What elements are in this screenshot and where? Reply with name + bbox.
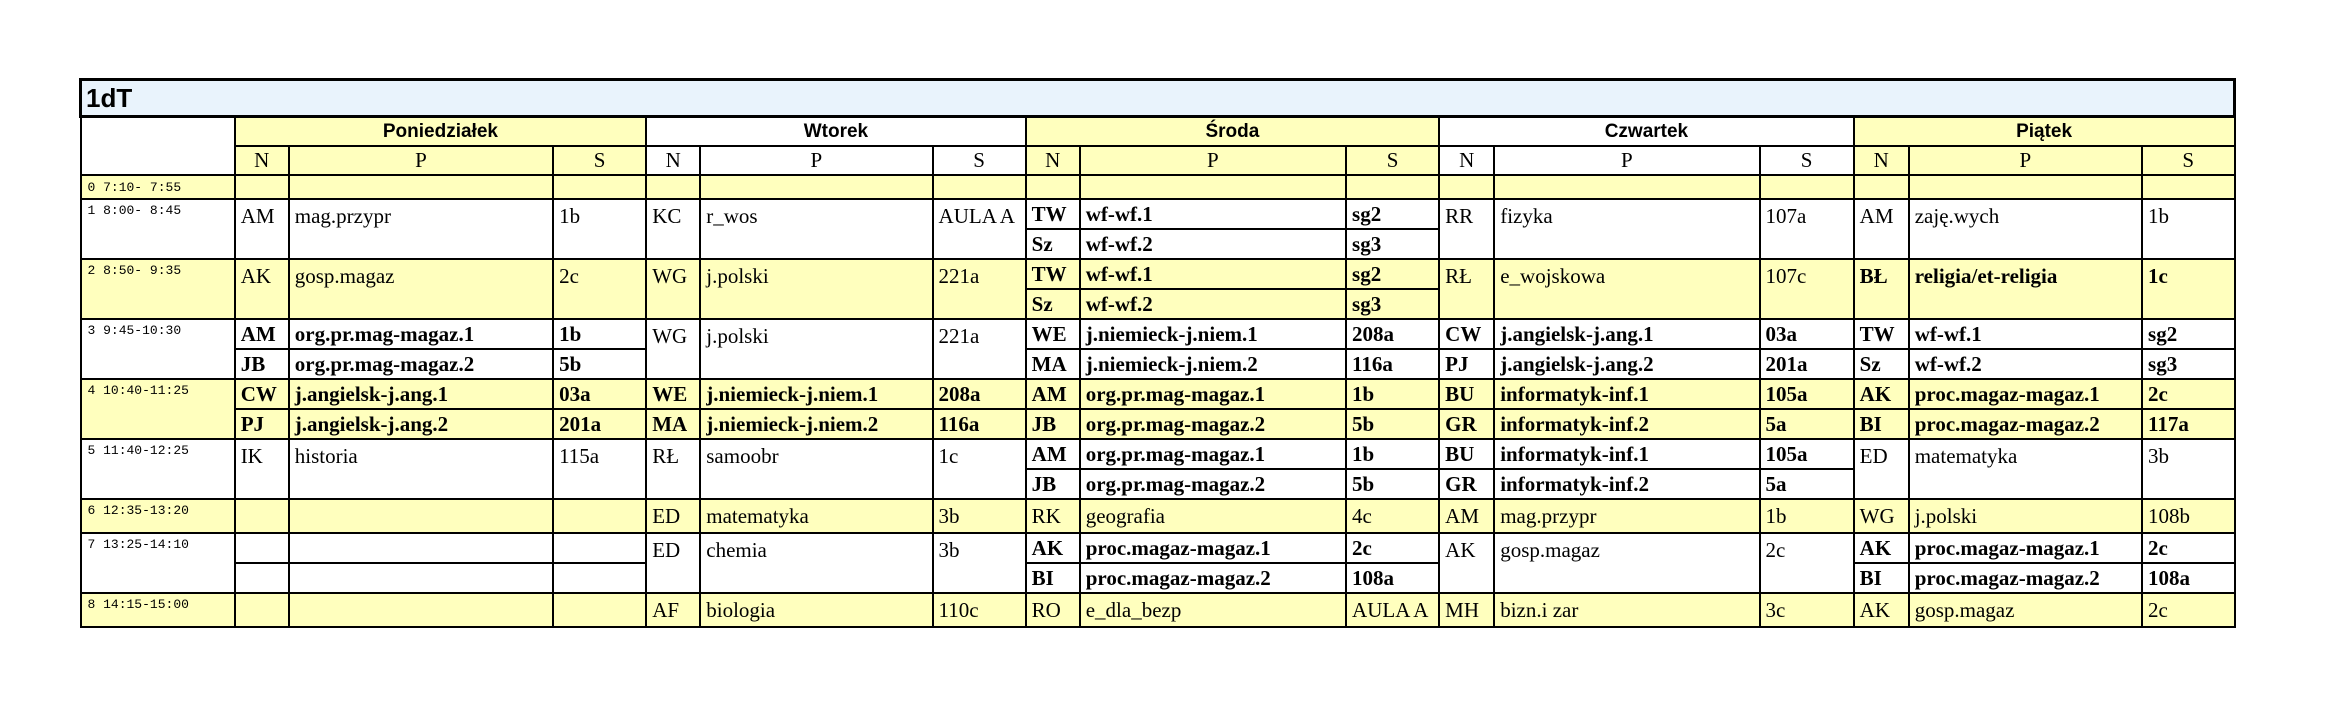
col-header-n-friday: N [1854, 146, 1909, 175]
lesson-p-friday: wf-wf.1 [1909, 319, 2142, 349]
lesson-p-wednesday: wf-wf.2 [1080, 289, 1346, 319]
hour-row [81, 319, 2235, 349]
col-header-s-thursday: S [1760, 146, 1854, 175]
lesson-n-friday: BI [1854, 563, 1909, 593]
lesson-n-friday: BŁ [1854, 259, 1909, 319]
lesson-n-monday [235, 499, 289, 533]
lesson-n-friday: ED [1854, 439, 1909, 499]
lesson-p-tuesday: chemia [700, 533, 932, 593]
lesson-n-monday: IK [235, 439, 289, 499]
lesson-s-friday: 1c [2142, 259, 2234, 319]
lesson-n-wednesday: JB [1026, 469, 1080, 499]
lesson-n-friday [1854, 175, 1909, 199]
lesson-n-tuesday: WE [646, 379, 700, 409]
lesson-s-wednesday: 116a [1346, 349, 1439, 379]
lesson-n-friday: BI [1854, 409, 1909, 439]
lesson-n-tuesday: MA [646, 409, 700, 439]
lesson-s-monday [553, 563, 646, 593]
lesson-p-wednesday: proc.magaz-magaz.1 [1080, 533, 1346, 563]
lesson-n-wednesday: WE [1026, 319, 1080, 349]
lesson-n-thursday: GR [1439, 469, 1494, 499]
lesson-s-monday: 115a [553, 439, 646, 499]
lesson-s-friday: 108b [2142, 499, 2234, 533]
lesson-n-tuesday: KC [646, 199, 700, 259]
hour-row [81, 593, 2235, 627]
lesson-p-monday: historia [289, 439, 553, 499]
lesson-p-wednesday: wf-wf.2 [1080, 229, 1346, 259]
lesson-p-tuesday: matematyka [700, 499, 932, 533]
lesson-p-friday: proc.magaz-magaz.2 [1909, 409, 2142, 439]
lesson-n-monday [235, 593, 289, 627]
lesson-p-tuesday: biologia [700, 593, 932, 627]
lesson-n-thursday: GR [1439, 409, 1494, 439]
lesson-p-wednesday: wf-wf.1 [1080, 259, 1346, 289]
lesson-p-friday: j.polski [1909, 499, 2142, 533]
lesson-s-friday: 3b [2142, 439, 2234, 499]
hour-label: 4 10:40-11:25 [81, 379, 235, 439]
col-header-n-tuesday: N [646, 146, 700, 175]
lesson-s-thursday [1760, 175, 1854, 199]
lesson-s-tuesday: 116a [933, 409, 1026, 439]
col-header-p-friday: P [1909, 146, 2142, 175]
day-header-thursday: Czwartek [1439, 117, 1854, 147]
hour-label: 5 11:40-12:25 [81, 439, 235, 499]
lesson-s-monday [553, 499, 646, 533]
lesson-p-thursday: informatyk-inf.1 [1494, 379, 1759, 409]
lesson-s-monday [553, 593, 646, 627]
lesson-n-monday: JB [235, 349, 289, 379]
lesson-p-monday [289, 563, 553, 593]
lesson-s-friday: 1b [2142, 199, 2234, 259]
lesson-s-wednesday: 108a [1346, 563, 1439, 593]
lesson-s-monday [553, 175, 646, 199]
lesson-n-wednesday: AM [1026, 439, 1080, 469]
timetable [79, 78, 2236, 628]
corner-cell [81, 117, 235, 176]
lesson-n-friday: Sz [1854, 349, 1909, 379]
lesson-p-thursday: e_wojskowa [1494, 259, 1759, 319]
lesson-s-monday: 5b [553, 349, 646, 379]
lesson-s-wednesday: 2c [1346, 533, 1439, 563]
lesson-s-thursday: 03a [1760, 319, 1854, 349]
col-header-p-tuesday: P [700, 146, 932, 175]
lesson-n-tuesday: AF [646, 593, 700, 627]
col-header-n-wednesday: N [1026, 146, 1080, 175]
lesson-s-wednesday: 5b [1346, 409, 1439, 439]
lesson-s-friday [2142, 175, 2234, 199]
lesson-n-wednesday: AM [1026, 379, 1080, 409]
hour-label: 2 8:50- 9:35 [81, 259, 235, 319]
lesson-s-friday: 117a [2142, 409, 2234, 439]
lesson-s-wednesday: AULA A [1346, 593, 1439, 627]
lesson-n-thursday: AK [1439, 533, 1494, 593]
lesson-s-tuesday: 3b [933, 533, 1026, 593]
lesson-n-thursday [1439, 175, 1494, 199]
lesson-n-thursday: AM [1439, 499, 1494, 533]
lesson-s-tuesday: 1c [933, 439, 1026, 499]
lesson-s-wednesday: 4c [1346, 499, 1439, 533]
lesson-p-tuesday: j.niemieck-j.niem.1 [700, 379, 932, 409]
class-title: 1dT [81, 80, 2235, 117]
lesson-s-friday: 108a [2142, 563, 2234, 593]
lesson-p-thursday: j.angielsk-j.ang.1 [1494, 319, 1759, 349]
lesson-p-thursday: bizn.i zar [1494, 593, 1759, 627]
lesson-n-monday: AK [235, 259, 289, 319]
lesson-s-wednesday: 5b [1346, 469, 1439, 499]
lesson-n-monday: CW [235, 379, 289, 409]
hour-row [81, 499, 2235, 533]
lesson-s-wednesday: sg3 [1346, 289, 1439, 319]
lesson-s-wednesday: 208a [1346, 319, 1439, 349]
lesson-n-monday: AM [235, 319, 289, 349]
lesson-n-friday: WG [1854, 499, 1909, 533]
hour-row [81, 533, 2235, 563]
lesson-s-monday: 1b [553, 319, 646, 349]
lesson-p-wednesday: org.pr.mag-magaz.2 [1080, 409, 1346, 439]
lesson-s-tuesday: 208a [933, 379, 1026, 409]
lesson-p-tuesday: r_wos [700, 199, 932, 259]
lesson-p-thursday: informatyk-inf.2 [1494, 469, 1759, 499]
lesson-p-wednesday: j.niemieck-j.niem.1 [1080, 319, 1346, 349]
lesson-p-friday: matematyka [1909, 439, 2142, 499]
lesson-s-thursday: 201a [1760, 349, 1854, 379]
col-header-p-thursday: P [1494, 146, 1759, 175]
lesson-p-monday [289, 175, 553, 199]
lesson-s-thursday: 1b [1760, 499, 1854, 533]
lesson-p-monday: j.angielsk-j.ang.2 [289, 409, 553, 439]
lesson-n-tuesday: WG [646, 319, 700, 379]
lesson-s-tuesday: AULA A [933, 199, 1026, 259]
day-header-monday: Poniedziałek [235, 117, 647, 147]
lesson-p-friday: zaję.wych [1909, 199, 2142, 259]
hour-row [81, 175, 2235, 199]
lesson-p-tuesday: j.niemieck-j.niem.2 [700, 409, 932, 439]
day-header-friday: Piątek [1854, 117, 2235, 147]
hour-row [81, 199, 2235, 229]
col-header-p-monday: P [289, 146, 553, 175]
lesson-s-monday: 1b [553, 199, 646, 259]
lesson-n-friday: AK [1854, 379, 1909, 409]
lesson-n-tuesday [646, 175, 700, 199]
hour-row [81, 379, 2235, 409]
lesson-n-thursday: CW [1439, 319, 1494, 349]
lesson-n-tuesday: RŁ [646, 439, 700, 499]
lesson-p-monday: j.angielsk-j.ang.1 [289, 379, 553, 409]
lesson-p-wednesday: j.niemieck-j.niem.2 [1080, 349, 1346, 379]
lesson-n-thursday: BU [1439, 439, 1494, 469]
lesson-p-wednesday: wf-wf.1 [1080, 199, 1346, 229]
lesson-s-monday: 03a [553, 379, 646, 409]
lesson-s-wednesday: sg2 [1346, 259, 1439, 289]
col-header-n-monday: N [235, 146, 289, 175]
lesson-n-thursday: PJ [1439, 349, 1494, 379]
lesson-n-tuesday: WG [646, 259, 700, 319]
lesson-s-friday: 2c [2142, 379, 2234, 409]
lesson-p-tuesday: j.polski [700, 259, 932, 319]
lesson-n-monday [235, 175, 289, 199]
lesson-p-wednesday: proc.magaz-magaz.2 [1080, 563, 1346, 593]
lesson-p-friday: wf-wf.2 [1909, 349, 2142, 379]
lesson-p-tuesday: j.polski [700, 319, 932, 379]
lesson-p-thursday: gosp.magaz [1494, 533, 1759, 593]
lesson-n-wednesday: TW [1026, 259, 1080, 289]
lesson-s-wednesday [1346, 175, 1439, 199]
lesson-n-wednesday: TW [1026, 199, 1080, 229]
lesson-n-monday [235, 533, 289, 563]
day-header-tuesday: Wtorek [646, 117, 1025, 147]
lesson-n-friday: AK [1854, 593, 1909, 627]
lesson-n-wednesday: AK [1026, 533, 1080, 563]
col-header-p-wednesday: P [1080, 146, 1346, 175]
lesson-n-friday: AM [1854, 199, 1909, 259]
lesson-n-wednesday: RO [1026, 593, 1080, 627]
lesson-p-monday: gosp.magaz [289, 259, 553, 319]
lesson-s-tuesday: 221a [933, 259, 1026, 319]
lesson-s-monday [553, 533, 646, 563]
lesson-p-thursday [1494, 175, 1759, 199]
lesson-p-wednesday: geografia [1080, 499, 1346, 533]
lesson-p-monday: org.pr.mag-magaz.1 [289, 319, 553, 349]
lesson-s-thursday: 107c [1760, 259, 1854, 319]
lesson-s-thursday: 3c [1760, 593, 1854, 627]
hour-row [81, 409, 2235, 439]
day-header-wednesday: Środa [1026, 117, 1440, 147]
lesson-s-wednesday: 1b [1346, 379, 1439, 409]
lesson-s-tuesday [933, 175, 1026, 199]
lesson-s-friday: sg3 [2142, 349, 2234, 379]
lesson-s-friday: 2c [2142, 533, 2234, 563]
hour-label: 3 9:45-10:30 [81, 319, 235, 379]
lesson-p-wednesday: org.pr.mag-magaz.2 [1080, 469, 1346, 499]
lesson-n-friday: AK [1854, 533, 1909, 563]
lesson-n-thursday: MH [1439, 593, 1494, 627]
col-header-s-tuesday: S [933, 146, 1026, 175]
lesson-s-tuesday: 3b [933, 499, 1026, 533]
lesson-n-wednesday: Sz [1026, 289, 1080, 319]
lesson-s-monday: 201a [553, 409, 646, 439]
lesson-p-thursday: informatyk-inf.2 [1494, 409, 1759, 439]
lesson-s-friday: 2c [2142, 593, 2234, 627]
lesson-p-monday: org.pr.mag-magaz.2 [289, 349, 553, 379]
hour-row [81, 439, 2235, 469]
lesson-n-wednesday: BI [1026, 563, 1080, 593]
lesson-n-thursday: BU [1439, 379, 1494, 409]
lesson-s-thursday: 107a [1760, 199, 1854, 259]
lesson-s-wednesday: 1b [1346, 439, 1439, 469]
lesson-p-wednesday: org.pr.mag-magaz.1 [1080, 379, 1346, 409]
lesson-p-thursday: j.angielsk-j.ang.2 [1494, 349, 1759, 379]
lesson-s-friday: sg2 [2142, 319, 2234, 349]
col-header-s-monday: S [553, 146, 646, 175]
lesson-n-wednesday: MA [1026, 349, 1080, 379]
hour-row [81, 259, 2235, 289]
lesson-p-friday: proc.magaz-magaz.2 [1909, 563, 2142, 593]
lesson-p-friday: religia/et-religia [1909, 259, 2142, 319]
lesson-n-monday [235, 563, 289, 593]
lesson-s-thursday: 105a [1760, 379, 1854, 409]
lesson-p-friday: proc.magaz-magaz.1 [1909, 379, 2142, 409]
lesson-s-wednesday: sg2 [1346, 199, 1439, 229]
lesson-p-tuesday: samoobr [700, 439, 932, 499]
lesson-p-wednesday: e_dla_bezp [1080, 593, 1346, 627]
lesson-s-thursday: 5a [1760, 469, 1854, 499]
lesson-n-thursday: RR [1439, 199, 1494, 259]
lesson-p-thursday: fizyka [1494, 199, 1759, 259]
col-header-n-thursday: N [1439, 146, 1494, 175]
lesson-p-tuesday [700, 175, 932, 199]
lesson-n-friday: TW [1854, 319, 1909, 349]
lesson-p-thursday: informatyk-inf.1 [1494, 439, 1759, 469]
lesson-s-tuesday: 221a [933, 319, 1026, 379]
lesson-p-thursday: mag.przypr [1494, 499, 1759, 533]
lesson-s-monday: 2c [553, 259, 646, 319]
lesson-p-friday: gosp.magaz [1909, 593, 2142, 627]
col-header-s-wednesday: S [1346, 146, 1439, 175]
lesson-p-friday [1909, 175, 2142, 199]
hour-label: 0 7:10- 7:55 [81, 175, 235, 199]
lesson-n-tuesday: ED [646, 499, 700, 533]
lesson-p-monday [289, 593, 553, 627]
lesson-p-wednesday: org.pr.mag-magaz.1 [1080, 439, 1346, 469]
lesson-n-monday: PJ [235, 409, 289, 439]
lesson-n-wednesday: RK [1026, 499, 1080, 533]
lesson-n-wednesday [1026, 175, 1080, 199]
lesson-s-tuesday: 110c [933, 593, 1026, 627]
lesson-p-friday: proc.magaz-magaz.1 [1909, 533, 2142, 563]
lesson-p-monday [289, 533, 553, 563]
lesson-p-monday: mag.przypr [289, 199, 553, 259]
lesson-n-wednesday: Sz [1026, 229, 1080, 259]
hour-label: 8 14:15-15:00 [81, 593, 235, 627]
hour-row [81, 563, 2235, 593]
lesson-n-monday: AM [235, 199, 289, 259]
lesson-p-monday [289, 499, 553, 533]
hour-row [81, 349, 2235, 379]
lesson-s-thursday: 2c [1760, 533, 1854, 593]
lesson-p-wednesday [1080, 175, 1346, 199]
lesson-s-wednesday: sg3 [1346, 229, 1439, 259]
lesson-s-thursday: 105a [1760, 439, 1854, 469]
col-header-s-friday: S [2142, 146, 2234, 175]
lesson-n-thursday: RŁ [1439, 259, 1494, 319]
lesson-n-tuesday: ED [646, 533, 700, 593]
lesson-n-wednesday: JB [1026, 409, 1080, 439]
lesson-s-thursday: 5a [1760, 409, 1854, 439]
hour-label: 1 8:00- 8:45 [81, 199, 235, 259]
hour-label: 7 13:25-14:10 [81, 533, 235, 593]
hour-label: 6 12:35-13:20 [81, 499, 235, 533]
